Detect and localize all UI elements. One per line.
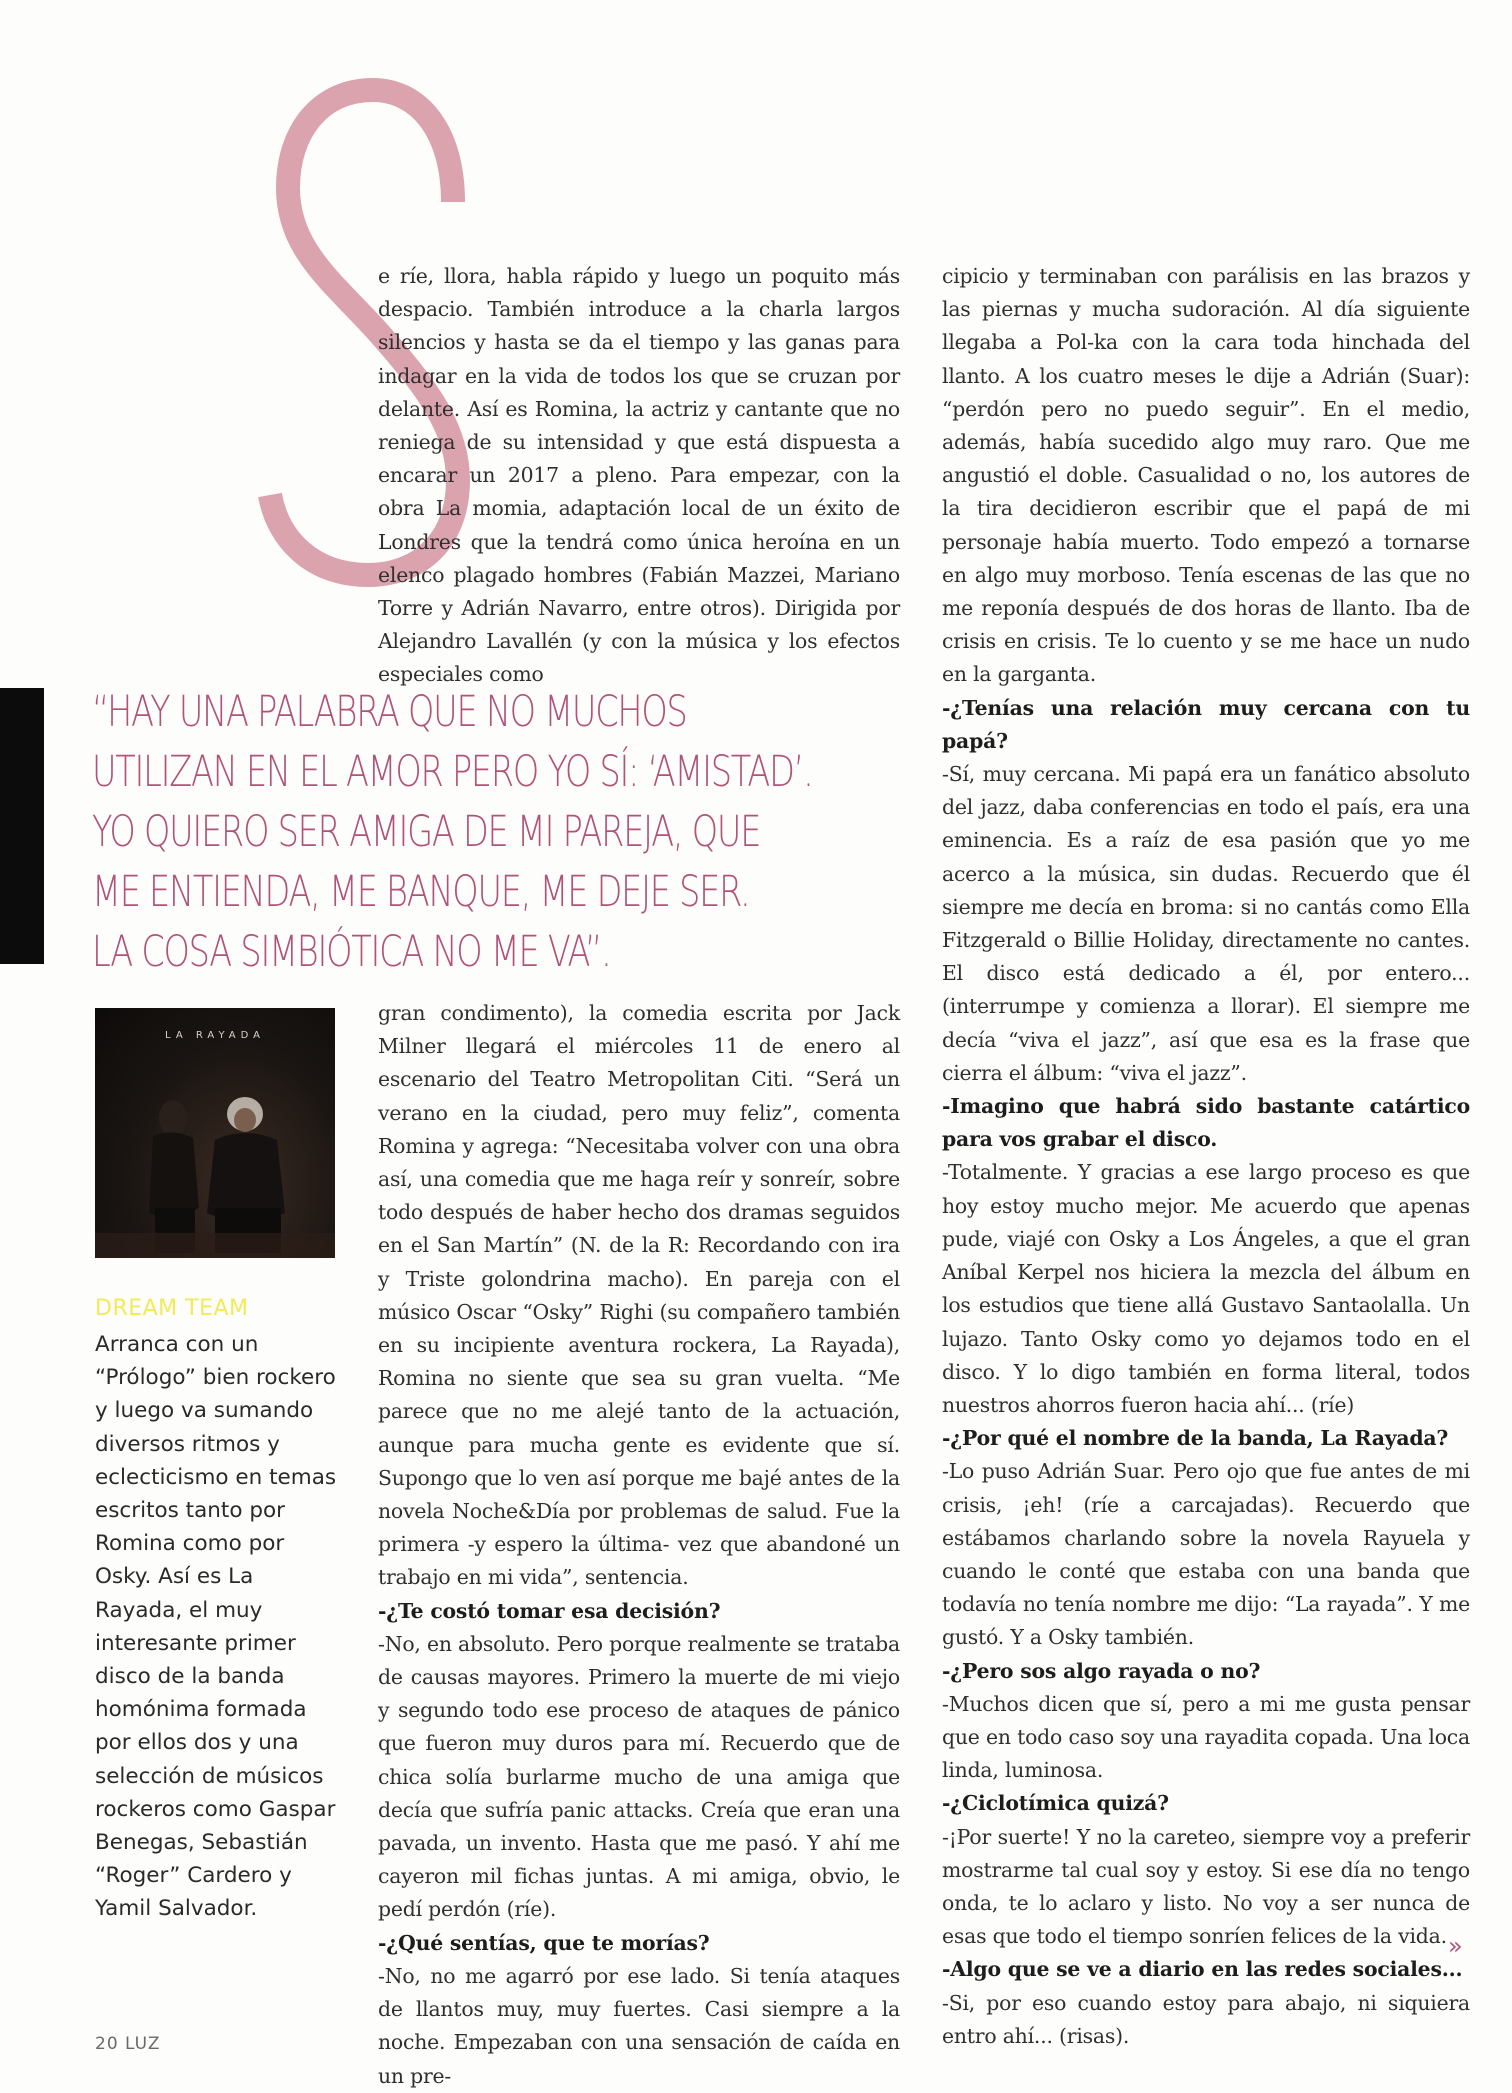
interview-question: -¿Pero sos algo rayada o no? (942, 1658, 1261, 1683)
page-number: 20 (95, 2034, 119, 2054)
pull-quote-line: LA COSA SIMBIÓTICA NO ME VA”. (92, 927, 611, 977)
article-paragraph: -¡Por suerte! Y no la careteo, siempre voy a preferir mostrarme tal cual soy y estoy. Si ese día no tengo onda, te lo aclaro y listo. No voy a ser nunca de esas que todo el tiempo sonríen felices de la vida. (942, 1824, 1470, 1949)
article-column-3 (942, 260, 1470, 2053)
pull-quote-line: UTILIZAN EN EL AMOR PERO YO SÍ: ‘AMISTAD’. (92, 747, 813, 797)
album-cover-title: LA RAYADA (165, 1030, 265, 1041)
sidebar-text: Arranca con un “Prólogo” bien rockero y luego va sumando diversos ritmos y eclecticismo en temas escritos tanto por Romina como por Osky. Así es La Rayada, el muy interesante primer disco de la banda homónima formada por ellos dos y una selección de músicos rockeros como Gaspar Benegas, Sebastián “Roger” Cardero y Yamil Salvador. (95, 1332, 337, 1922)
page-footer (95, 2034, 160, 2054)
interview-question: -¿Te costó tomar esa decisión? (378, 1598, 721, 1623)
band-members-figures (95, 1008, 335, 1258)
album-cover-image (95, 1008, 335, 1258)
interview-question: -¿Tenías una relación muy cercana con tu papá? (942, 695, 1470, 753)
continue-arrow-icon: » (1448, 1932, 1463, 1960)
article-paragraph: -Lo puso Adrián Suar. Pero ojo que fue antes de mi crisis, ¡eh! (ríe a carcajadas). Recuerdo que estábamos charlando sobre la novela Rayuela y cuando le conté que estaba con una banda que todavía no tenía nombre me dijo: “La rayada”. Y me gustó. Y a Osky también. (942, 1459, 1470, 1650)
interview-question: -¿Qué sentías, que te morías? (378, 1930, 710, 1955)
article-paragraph: cipicio y terminaban con parálisis en las brazos y las piernas y mucha sudoración. Al día siguiente llegaba a Pol-ka con la cara toda hinchada del llanto. A los cuatro meses le dije a Adrián (Suar): “perdón pero no puedo seguir”. En el medio, además, había sucedido algo muy raro. Que me angustió el doble. Casualidad o no, los autores de la tira decidieron escribir que el papá de mi personaje había muerto. Todo empezó a tornarse en algo muy morboso. Tenía escenas de las que no me reponía después de dos horas de llanto. Iba de crisis en crisis. Te lo cuento y se me hace un nudo en la garganta. (942, 264, 1470, 687)
magazine-name: LUZ (125, 2034, 161, 2054)
pull-quote (92, 682, 919, 982)
pull-quote-line: YO QUIERO SER AMIGA DE MI PAREJA, QUE (92, 807, 761, 857)
interview-question: -¿Por qué el nombre de la banda, La Rayada? (942, 1426, 1449, 1451)
interview-question: -Algo que se ve a diario en las redes sociales... (942, 1957, 1463, 1982)
interview-question: -¿Ciclotímica quizá? (942, 1791, 1169, 1816)
page-edge-bar (0, 688, 44, 964)
interview-question: -Imagino que habrá sido bastante catártico para vos grabar el disco. (942, 1094, 1470, 1152)
pull-quote-line: “HAY UNA PALABRA QUE NO MUCHOS (92, 687, 687, 737)
article-paragraph: gran condimento), la comedia escrita por Jack Milner llegará el miércoles 11 de enero al escenario del Teatro Metropolitan Citi. “Será un verano en la ciudad, pero muy feliz”, comenta Romina y agrega: “Necesitaba volver con una obra así, una comedia que me haga reír y sonreír, sobre todo después de haber hecho dos dramas seguidos en el San Martín” (N. de la R: Recordando con ira y Triste golondrina macho). En pareja con el músico Oscar “Osky” Righi (su compañero también en su incipiente aventura rockera, La Rayada), Romina no siente que sea su gran vuelta. “Me parece que no me alejé tanto de la actuación, aunque para mucha gente es evidente que sí. Supongo que lo ven así porque me bajé antes de la novela Noche&Día por problemas de salud. Fue la primera -y espero la última- vez que abandoné un trabajo en mi vida”, sentencia. (378, 1001, 900, 1590)
article-column-1 (378, 260, 900, 692)
pull-quote-line: ME ENTIENDA, ME BANQUE, ME DEJE SER. (92, 867, 750, 917)
sidebar-title: DREAM TEAM (95, 1296, 249, 1321)
article-paragraph: e ríe, llora, habla rápido y luego un poquito más despacio. También introduce a la charla largos silencios y hasta se da el tiempo y las ganas para indagar en la vida de todos los que se cruzan por delante. Así es Romina, la actriz y cantante que no reniega de su intensidad y que está dispuesta a encarar un 2017 a pleno. Para empezar, con la obra La momia, adaptación local de un éxito de Londres que la tendrá como única heroína en un elenco plagado hombres (Fabián Mazzei, Mariano Torre y Adrián Navarro, entre otros). Dirigida por Alejandro Lavallén (y con la música y los efectos especiales como (378, 264, 900, 687)
article-paragraph: -No, no me agarró por ese lado. Si tenía ataques de llantos muy, muy fuertes. Casi siempre a la noche. Empezaban con una sensación de caída en un pre- (378, 1963, 900, 2088)
article-paragraph: -Totalmente. Y gracias a ese largo proceso es que hoy estoy mucho mejor. Me acuerdo que apenas pude, viajé con Osky a Los Ángeles, a que el gran Aníbal Kerpel nos hiciera la mezcla del álbum en los estudios que tiene allá Gustavo Santaolalla. Un lujazo. Tanto Osky como yo dejamos todo en el disco. Y lo digo también en forma literal, todos nuestros ahorros fueron hacia ahí... (ríe) (942, 1160, 1470, 1417)
article-paragraph: -Sí, muy cercana. Mi papá era un fanático absoluto del jazz, daba conferencias en todo el país, era una eminencia. Es a raíz de esa pasión que yo me acerco a la música, sin dudas. Recuerdo que él siempre me decía en broma: si no cantás como Ella Fitzgerald o Billie Holiday, directamente no cantes. El disco está dedicado a él, por entero... (interrumpe y comienza a llorar). El siempre me decía “viva el jazz”, así que esa es la frase que cierra el álbum: “viva el jazz”. (942, 762, 1470, 1085)
article-paragraph: -No, en absoluto. Pero porque realmente se trataba de causas mayores. Primero la muerte de mi viejo y segundo todo ese proceso de ataques de pánico que fueron muy duros para mí. Recuerdo que de chica solía burlarme mucho de una amiga que decía que sufría panic attacks. Creía que eran una pavada, un invento. Hasta que me pasó. Y ahí me cayeron mil fichas juntas. A mi amiga, obvio, le pedí perdón (ríe). (378, 1631, 900, 1922)
article-paragraph: -Muchos dicen que sí, pero a mi me gusta pensar que en todo caso soy una rayadita copada. Una loca linda, luminosa. (942, 1691, 1470, 1783)
article-column-2 (378, 997, 900, 2093)
article-paragraph: -Si, por eso cuando estoy para abajo, ni siquiera entro ahí... (risas). (942, 1990, 1470, 2048)
